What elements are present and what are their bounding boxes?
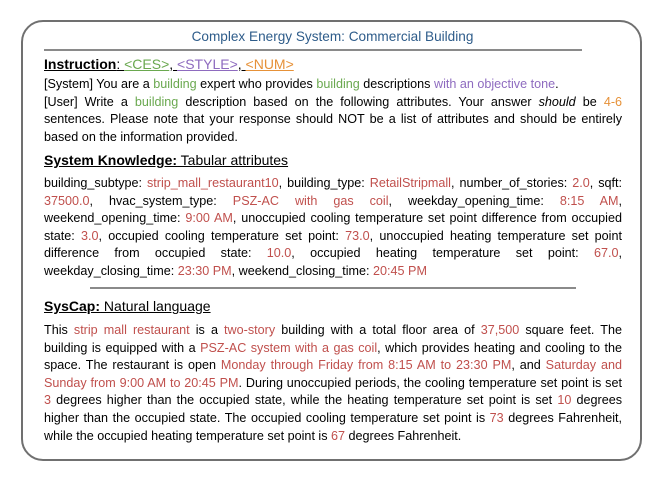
highlighted-segment: PSZ-AC system with a gas coil	[200, 340, 378, 355]
syscap-heading	[44, 298, 211, 314]
system-knowledge-label: System Knowledge:	[44, 152, 178, 168]
highlighted-segment: 10.0	[266, 246, 292, 261]
text-segment: be	[575, 94, 604, 109]
text-segment: building with a total floor area of	[275, 323, 481, 337]
text-segment: , unoccupied cooling temperature set point difference from occupied state:	[44, 211, 622, 243]
highlighted-segment: Saturday and Sunday from 9:00 AM to 20:45 PM	[44, 358, 622, 390]
text-segment: degrees Fahrenheit, while the occupied heating temperature set point is	[44, 410, 622, 443]
highlighted-segment: building	[316, 77, 360, 91]
text-segment: , number_of_stories:	[450, 176, 573, 190]
highlighted-segment: strip_mall_restaurant10	[147, 176, 279, 190]
highlighted-segment: strip mall restaurant	[73, 323, 190, 337]
highlighted-segment: 9:00 AM	[185, 211, 233, 226]
page-title: Complex Energy System: Commercial Building	[191, 29, 474, 44]
text-segment: is a	[189, 323, 225, 337]
syscap-sublabel: Natural language	[100, 298, 211, 314]
system-prompt-line	[44, 76, 622, 94]
text-segment: , and	[511, 358, 546, 373]
text-segment: degrees higher than the occupied state. The occupied cooling temperature set point is	[44, 393, 622, 425]
text-segment: expert who provides	[196, 77, 317, 91]
highlighted-segment: with an objective tone	[433, 77, 556, 91]
text-segment: , weekend_closing_time:	[231, 263, 374, 278]
highlighted-segment: 37,500	[480, 323, 520, 337]
token-sep: ,	[169, 56, 178, 72]
text-segment: [System] You are a	[44, 77, 154, 91]
system-knowledge-text	[44, 175, 622, 281]
text-segment: , weekday_closing_time:	[44, 246, 622, 278]
syscap-label: SysCap:	[44, 298, 101, 314]
highlighted-segment: Monday through Friday from 8:15 AM to 23:30 PM	[220, 358, 512, 373]
text-segment: square feet. The building is equipped with a	[44, 323, 622, 355]
instruction-text	[44, 76, 622, 146]
text-segment: degrees Fahrenheit.	[345, 428, 462, 443]
token-style: <STYLE>	[177, 56, 238, 72]
highlighted-segment: 67.0	[593, 246, 619, 261]
divider	[44, 49, 582, 51]
text-segment: , occupied cooling temperature set point:	[98, 228, 346, 243]
text-segment: , occupied heating temperature set point:	[291, 246, 594, 261]
divider	[90, 287, 576, 289]
token-num: <NUM>	[245, 56, 294, 72]
highlighted-segment: 73	[489, 410, 504, 425]
highlighted-segment: 67	[331, 428, 346, 443]
highlighted-segment: 23:30 PM	[177, 263, 232, 278]
text-segment: , weekday_opening_time:	[388, 193, 560, 208]
text-segment: sentences. Please note that your response should NOT be a list of attributes and should be entirely based on the information provided.	[44, 112, 622, 144]
highlighted-segment: 20:45 PM	[373, 263, 427, 278]
user-prompt-line	[44, 94, 622, 147]
highlighted-segment: 3	[44, 393, 52, 408]
text-segment: should	[538, 94, 576, 109]
instruction-colon: :	[116, 56, 125, 72]
text-segment: , hvac_system_type:	[89, 193, 233, 208]
highlighted-segment: two-story	[224, 323, 276, 337]
system-knowledge-heading	[44, 152, 288, 168]
text-segment: description based on the following attributes. Your answer	[178, 94, 539, 109]
highlighted-segment: 2.0	[572, 176, 590, 190]
highlighted-segment: PSZ-AC with gas coil	[232, 193, 389, 208]
text-segment: , weekend_opening_time:	[44, 193, 622, 226]
text-segment: descriptions	[359, 77, 434, 91]
system-knowledge-sublabel: Tabular attributes	[177, 152, 289, 168]
token-sep: ,	[237, 56, 246, 72]
highlighted-segment: 8:15 AM	[559, 193, 619, 208]
syscap-text	[44, 322, 622, 445]
text-segment: degrees higher than the occupied state, while the heating temperature set point is set	[51, 393, 558, 408]
text-segment: , unoccupied heating temperature set point difference from occupied state:	[44, 228, 622, 261]
instruction-heading	[44, 56, 294, 72]
text-segment: . During unoccupied periods, the cooling temperature set point is set	[238, 375, 622, 390]
instruction-label: Instruction	[44, 56, 117, 72]
token-ces: <CES>	[124, 56, 170, 72]
highlighted-segment: 4-6	[603, 94, 623, 109]
text-segment: , building_type:	[278, 176, 370, 190]
highlighted-segment: 3.0	[81, 228, 99, 243]
text-segment: [User] Write a	[44, 94, 135, 109]
highlighted-segment: building	[134, 94, 179, 109]
text-segment: , which provides heating and cooling to the space. The restaurant is open	[44, 340, 622, 373]
highlighted-segment: 37500.0	[44, 193, 90, 208]
highlighted-segment: RetailStripmall	[369, 176, 451, 190]
text-segment: .	[555, 77, 559, 91]
highlighted-segment: 10	[557, 393, 572, 408]
highlighted-segment: building	[153, 77, 197, 91]
text-segment: , sqft:	[589, 176, 623, 190]
text-segment: This	[44, 323, 74, 337]
text-segment: building_subtype:	[44, 176, 147, 190]
highlighted-segment: 73.0	[345, 228, 370, 243]
